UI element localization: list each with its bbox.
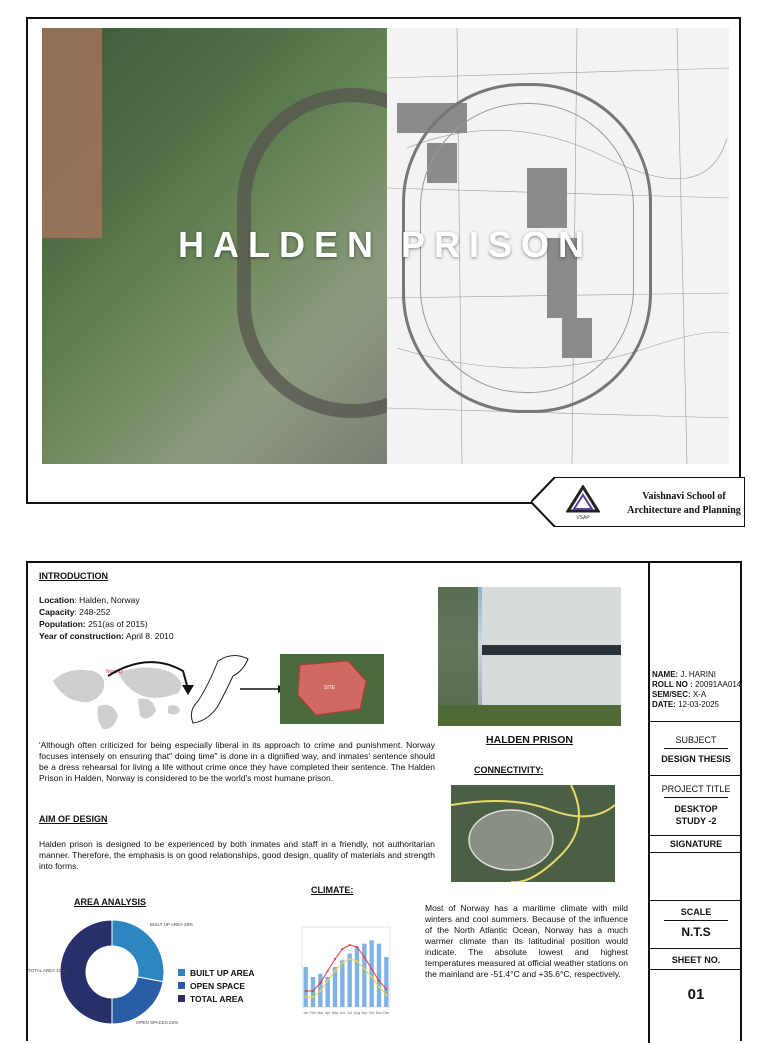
month-tick: Nov (375, 1011, 383, 1015)
temp-point (341, 948, 343, 950)
temp-point (385, 988, 387, 990)
donut-label-open: OPEN SPACES 22% (136, 1020, 179, 1025)
connectivity-map (451, 785, 615, 882)
project-underline (664, 797, 728, 798)
month-tick: Jul (347, 1011, 352, 1015)
tb-divider (650, 852, 742, 853)
donut-label-built: BUILT UP AREA 28% (150, 922, 194, 927)
building-photo (438, 587, 621, 726)
population-label: Population: (39, 619, 86, 629)
aim-heading: AIM OF DESIGN (39, 814, 108, 824)
temp-point (319, 990, 321, 992)
tb-divider (650, 721, 742, 722)
title-block (648, 563, 742, 1043)
temp-point (363, 956, 365, 958)
precip-bar (369, 940, 373, 1007)
month-tick: Mar (317, 1011, 324, 1015)
temp-point (305, 990, 307, 992)
donut-slice-total (60, 920, 112, 1024)
scale-label: SCALE (680, 907, 712, 917)
site-label: SITE (324, 685, 336, 691)
precip-bar (303, 967, 307, 1007)
legend-item-total: TOTAL AREA (178, 993, 255, 1006)
temp-point (305, 996, 307, 998)
map-arrow-head (182, 685, 194, 695)
month-tick: Dec (383, 1011, 390, 1015)
temp-low-line (306, 959, 387, 997)
project-value: DESKTOP STUDY -2 (674, 804, 718, 826)
area-legend (178, 967, 255, 1006)
precip-bar (362, 944, 366, 1007)
tb-divider (650, 969, 742, 970)
month-tick: Aug (353, 1011, 361, 1015)
temp-point (349, 958, 351, 960)
temp-point (363, 968, 365, 970)
location-maps (48, 651, 388, 731)
legend-swatch-built (178, 969, 185, 976)
subject-value: DESIGN THESIS (661, 754, 731, 764)
tb-divider (650, 775, 742, 776)
school-logo-tab (531, 477, 743, 527)
tb-divider (650, 900, 742, 901)
month-tick: Oct (368, 1011, 375, 1015)
month-tick: Sep (361, 1011, 368, 1015)
student-info: NAME: J. HARINI ROLL NO : 20091AA014 SEM/SEC: X-A DATE: 12-03-2025 (652, 670, 742, 709)
climate-chart (286, 919, 406, 1019)
signature-label: SIGNATURE (669, 839, 723, 849)
aim-text: Halden prison is designed to be experienced by both inmates and staff in a friendly, not authoritarian manner. Therefore, the emphasis is on good relationships, good design, quality of materials and strength into forms. (39, 839, 435, 871)
year-label: Year of construction: (39, 631, 125, 641)
intro-heading: INTRODUCTION (39, 571, 108, 581)
world-map (53, 667, 181, 729)
temp-point (312, 990, 314, 992)
building-band (482, 645, 621, 655)
temp-point (371, 968, 373, 970)
semester: X-A (690, 690, 707, 699)
capacity-value: : 248-252 (74, 607, 111, 617)
connectivity-roads (451, 785, 615, 882)
temp-point (356, 960, 358, 962)
legend-item-built: BUILT UP AREA (178, 967, 255, 980)
school-name: Vaishnavi School of Architecture and Planning (627, 491, 741, 516)
map-norway-label: Norway (106, 669, 123, 675)
date: 12-03-2025 (675, 700, 720, 709)
cover-sheet (26, 17, 741, 521)
aerial-field (42, 28, 102, 238)
photo-grass (438, 705, 621, 726)
legend-swatch-total (178, 995, 185, 1002)
temp-point (327, 970, 329, 972)
intro-quote: 'Although often criticized for being especially liberal in its approach to crime and punishment. Norway focuses intensely on ensuring that" doing time" is done in a dignified way, and inmates' sentence should be a dress rehearsal for living a life without crime once they have completed their sentence. The Halden Prison in Halden, Norway is considered to be the world's most humane prison. (39, 740, 435, 783)
temp-high-line (306, 945, 387, 991)
precip-bar (347, 954, 351, 1007)
month-tick: Feb (309, 1011, 317, 1015)
temp-point (334, 970, 336, 972)
climate-heading: CLIMATE: (311, 885, 354, 895)
scale-underline (664, 920, 728, 921)
tb-divider (650, 948, 742, 949)
month-tick: Apr (324, 1011, 331, 1015)
donut-slice-open (112, 977, 163, 1024)
month-tick: May (331, 1011, 339, 1015)
cover-image (42, 28, 729, 464)
sheet-label: SHEET NO. (671, 955, 721, 965)
sheet-number: 01 (687, 986, 705, 1003)
subject-label: SUBJECT (675, 735, 717, 745)
school-logo (566, 485, 600, 521)
temp-point (356, 946, 358, 948)
temp-point (378, 980, 380, 982)
location-label: Location (39, 595, 75, 605)
project-label: PROJECT TITLE (661, 784, 731, 794)
legend-swatch-open (178, 982, 185, 989)
precip-bar (355, 947, 359, 1007)
capacity-label: Capacity (39, 607, 75, 617)
temp-point (312, 996, 314, 998)
connectivity-heading: CONNECTIVITY: (474, 765, 544, 775)
area-heading: AREA ANALYSIS (74, 897, 147, 907)
temp-point (371, 976, 373, 978)
temp-point (378, 986, 380, 988)
study-sheet (26, 561, 742, 1041)
temp-point (319, 982, 321, 984)
temp-point (341, 962, 343, 964)
donut-slice-built (112, 920, 164, 982)
location-value: : Halden, Norway (74, 595, 140, 605)
scale-value: N.T.S (681, 925, 711, 939)
temp-point (349, 944, 351, 946)
legend-item-open: OPEN SPACE (178, 980, 255, 993)
precip-bar (377, 944, 381, 1007)
photo-caption: HALDEN PRISON (486, 734, 573, 746)
month-tick: Jan (302, 1011, 309, 1015)
month-tick: Jun (339, 1011, 346, 1015)
year-value: April 8. 2010 (124, 631, 174, 641)
temp-point (334, 958, 336, 960)
cover-title: HALDEN PRISON (177, 224, 594, 265)
precip-bar (384, 957, 388, 1007)
donut-label-total: TOTAL AREA 100% (28, 968, 68, 973)
precip-bar (340, 960, 344, 1007)
roll-number: 20091AA014 (692, 680, 742, 689)
temp-point (327, 980, 329, 982)
population-value: 251(as of 2015) (85, 619, 148, 629)
tb-divider (650, 835, 742, 836)
norway-outline (191, 655, 248, 723)
svg-text:VSAP: VSAP (576, 515, 590, 521)
climate-text: Most of Norway has a maritime climate with mild winters and cool summers. Because of the influence of the North Atlantic Ocean, Norway has a much warmer climate than its latitudinal position would indicate. The absolute lowest and highest temperatures measured at official weather stations on the mainland are -51.4°C and +35.6°C, respectively. (425, 903, 628, 979)
subject-underline (664, 748, 728, 749)
temp-point (385, 994, 387, 996)
intro-facts (39, 594, 174, 642)
student-name: J. HARINI (678, 670, 716, 679)
